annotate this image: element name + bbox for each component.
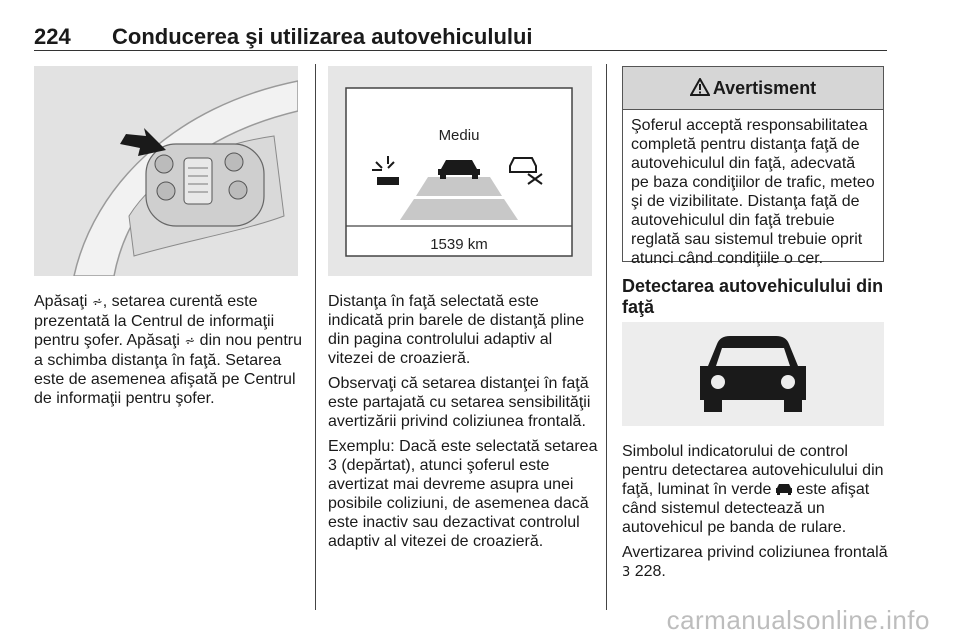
car-front-icon [776, 483, 792, 495]
warning-title: Avertisment [712, 78, 817, 98]
header-rule [34, 50, 887, 51]
col2-text [328, 292, 598, 557]
page-ref-link[interactable]: 228. [630, 563, 666, 580]
col2-paragraph: Observaţi că setarea distanţei în faţă este partajată cu setarea sensibilităţii avertizării privind coliziunea frontală. [328, 375, 591, 430]
col3-paragraph: Simbolul indicatorului de control pentru detectarea autovehiculului din faţă, luminat în verde este afişat când sistemul detectează un autovehicul pe banda de rulare. [622, 443, 884, 536]
col3-text [622, 442, 892, 588]
display-odometer: 1539 km [430, 236, 488, 253]
car-front-icon [622, 322, 884, 426]
page-header [34, 24, 533, 50]
page-ref-icon: 3 [622, 565, 631, 580]
col2-paragraph: Distanţa în faţă selectată este indicată prin barele de distanţă pline din pagina controlului adaptiv al vitezei de croazieră. [328, 293, 585, 367]
column-divider [315, 64, 316, 610]
following-distance-icon: ⩫ [91, 295, 103, 310]
watermark: carmanualsonline.info [666, 605, 930, 635]
steering-wheel-illustration [34, 66, 298, 276]
display-mode-label: Mediu [438, 127, 480, 144]
cluster-display-figure [328, 66, 592, 276]
col3-paragraph: Avertizarea privind coliziunea frontală 3 228. [622, 544, 888, 580]
cluster-display-illustration [328, 66, 592, 276]
col2-paragraph: Exemplu: Dacă este selectată setarea 3 (depărtat), atunci şoferul este avertizat mai devreme asupra unei posibile coliziuni, de asemenea dacă este inactiv sau dezactivat controlul adaptiv al vitezei de croazieră. [328, 438, 598, 550]
steering-wheel-figure [34, 66, 298, 276]
warning-header [623, 67, 883, 110]
col1-paragraph: Apăsaţi ⩫, setarea curentă este prezentată la Centrul de informaţii pentru şofer. Apăsaţi ⩫ din nou pentru a schimba distanţa în faţă. Setarea este de asemenea afişată pe Centrul de informaţii pentru şofer. [34, 293, 302, 407]
page-title: Conducerea şi utilizarea autovehiculului [112, 24, 533, 49]
warning-box [622, 66, 884, 267]
warning-triangle-icon [690, 78, 710, 96]
page-number: 224 [34, 24, 71, 49]
section-heading: Detectarea autovehiculului din faţă [622, 276, 884, 317]
warning-body: Şoferul acceptă responsabilitatea completă pentru distanţa faţă de autovehiculul din faţă, adecvată pe baza condiţiilor de trafic, meteo şi de vizibilitate. Distanţa faţă de autovehiculul din faţă trebuie reglată sau sistemul trebuie oprit atunci când condiţiile o cer. [631, 117, 875, 267]
car-symbol-figure [622, 322, 884, 426]
column-divider [606, 64, 607, 610]
following-distance-icon: ⩫ [184, 334, 196, 349]
